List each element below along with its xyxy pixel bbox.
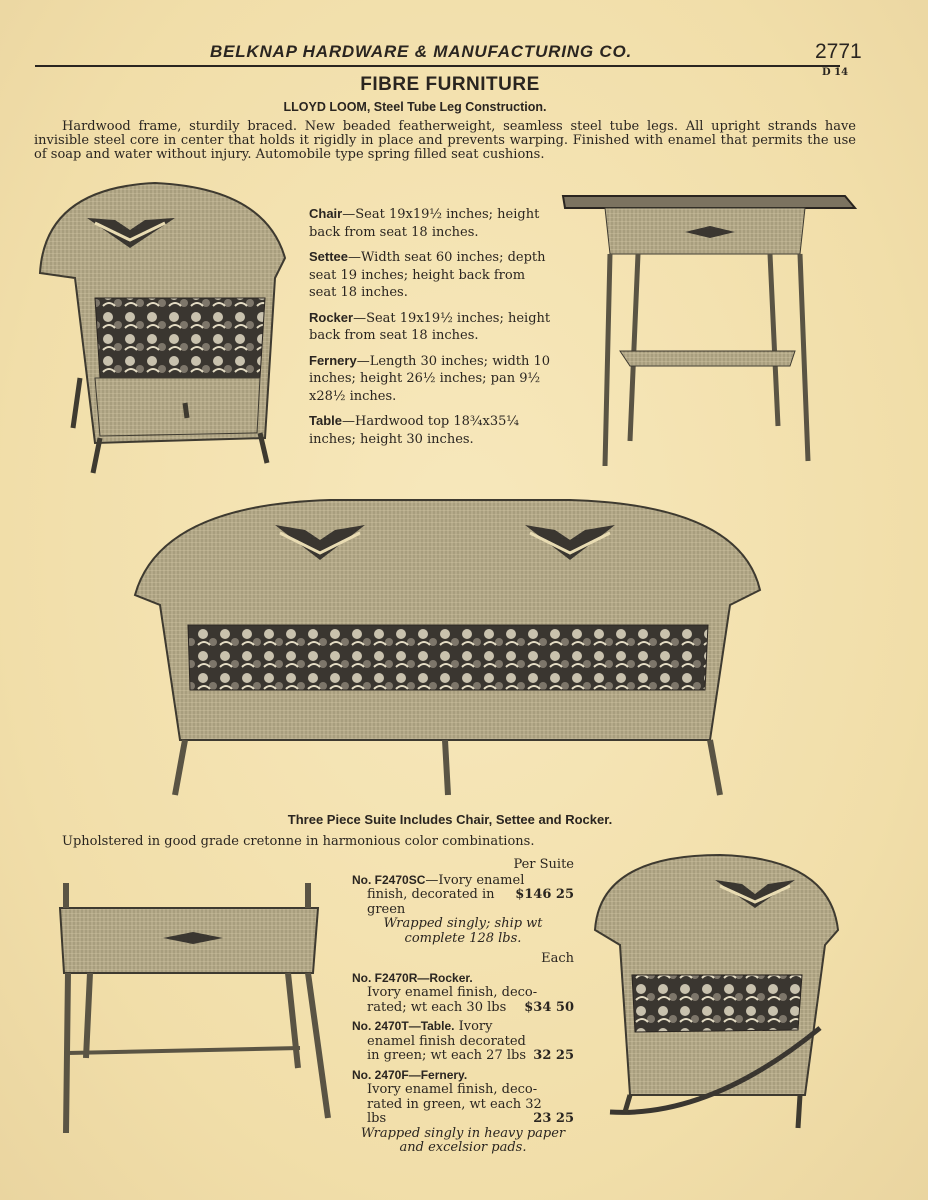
suite-item: No. F2470SC—Ivory enamel finish, decorated in green $146 25 Wrapped singly; ship wt complete 128 lbs.	[352, 872, 574, 946]
page-number: 2771	[815, 40, 862, 63]
rocker-item: No. F2470R—Rocker. Ivory enamel finish, deco- rated; wt each 30 lbs $34 50	[352, 970, 574, 1015]
table-item: No. 2470T—Table. Ivory enamel finish decorated in green; wt each 27 lbs 32 25	[352, 1019, 574, 1063]
suite-shipping-note: Wrapped singly; ship wt complete 128 lbs.	[383, 916, 543, 946]
spec-fernery: Fernery—Length 30 inches; width 10 inches; height 26½ inches; pan 9½ x28½ inches.	[309, 352, 551, 404]
per-suite-header: Per Suite	[513, 857, 574, 872]
page-subtitle: LLOYD LOOM, Steel Tube Leg Construction.	[283, 100, 547, 114]
header-rule	[35, 65, 840, 67]
company-name: BELKNAP HARDWARE & MANUFACTURING CO.	[210, 42, 632, 61]
fernery-illustration	[38, 878, 338, 1138]
spec-settee: Settee—Width seat 60 inches; depth seat 19 inches; height back from seat 18 inches.	[309, 249, 546, 300]
dimensions-list	[309, 205, 554, 455]
wrapping-note: Wrapped singly in heavy paper and excelsior pads.	[360, 1125, 566, 1155]
page-title: FIBRE FURNITURE	[360, 74, 540, 95]
spec-rocker: Rocker—Seat 19x19½ inches; height back from seat 18 inches.	[309, 309, 551, 343]
chair-illustration	[35, 178, 297, 478]
fernery-item: No. 2470F—Fernery. Ivory enamel finish, deco- rated in green, wt each 32 lbs 23 25	[352, 1067, 574, 1126]
spec-table: Table—Hardwood top 18¾x35¼ inches; height 30 inches.	[309, 413, 519, 447]
table-illustration	[560, 186, 860, 471]
page-code: D 14	[822, 67, 849, 78]
pricing-block	[352, 858, 574, 1156]
intro-paragraph: Hardwood frame, sturdily braced. New beaded featherweight, seamless steel tube legs. All upright strands have invisible steel core in center that holds it rigidly in place and prevents warping. Finished with enamel that permits the use of soap and water without injury. Automobile type spring filled seat cushions.	[34, 119, 856, 162]
upholstery-note: Upholstered in good grade cretonne in harmonious color combinations.	[62, 834, 535, 849]
settee-illustration	[130, 495, 768, 800]
rocker-illustration	[590, 850, 845, 1135]
each-header: Each	[541, 951, 574, 966]
suite-caption: Three Piece Suite Includes Chair, Settee and Rocker.	[287, 812, 613, 827]
spec-chair: Chair—Seat 19x19½ inches; height back from seat 18 inches.	[309, 206, 540, 240]
